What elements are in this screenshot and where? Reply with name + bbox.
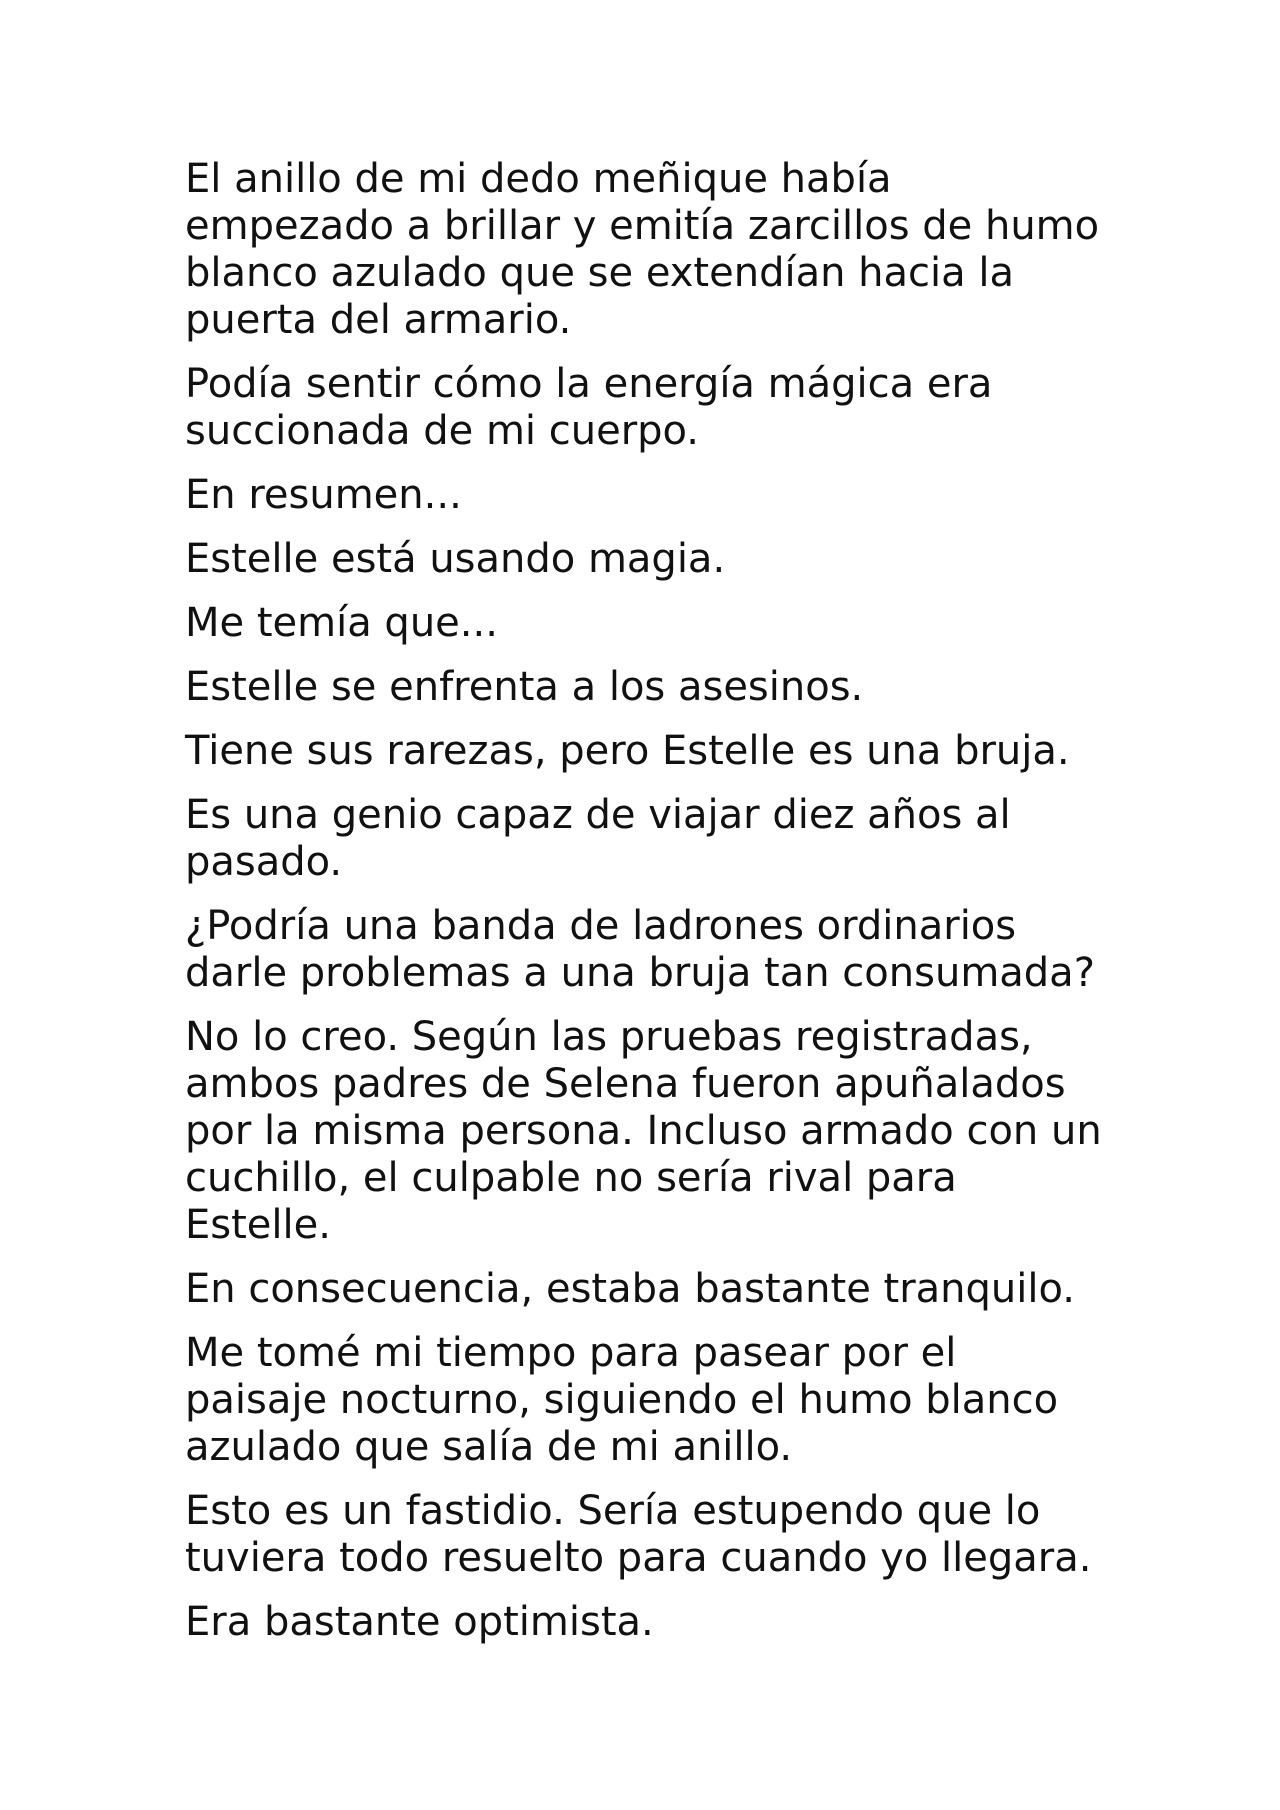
- paragraph: Me tomé mi tiempo para pasear por el paisaje nocturno, siguiendo el humo blanco azulado que salía de mi anillo.: [185, 1330, 1059, 1470]
- paragraph: Esto es un fastidio. Sería estupendo que lo tuviera todo resuelto para cuando yo llegara.: [185, 1488, 1092, 1581]
- text-body: [185, 156, 1105, 1663]
- paragraph: ¿Podría una banda de ladrones ordinarios darle problemas a una bruja tan consumada?: [185, 903, 1095, 996]
- paragraph: No lo creo. Según las pruebas registradas, ambos padres de Selena fueron apuñalados por la misma persona. Incluso armado con un cuchillo, el culpable no sería rival para Estelle.: [185, 1014, 1102, 1248]
- paragraph: Podía sentir cómo la energía mágica era succionada de mi cuerpo.: [185, 361, 993, 454]
- paragraph: El anillo de mi dedo meñique había empezado a brillar y emitía zarcillos de humo blanco azulado que se extendían hacia la puerta del armario.: [185, 156, 1100, 343]
- paragraph: Tiene sus rarezas, pero Estelle es una bruja.: [185, 728, 1070, 774]
- paragraph: Es una genio capaz de viajar diez años al pasado.: [185, 792, 1011, 885]
- paragraph: Era bastante optimista.: [185, 1599, 654, 1645]
- paragraph: Estelle se enfrenta a los asesinos.: [185, 664, 864, 710]
- paragraph: Me temía que...: [185, 600, 498, 646]
- paragraph: En consecuencia, estaba bastante tranquilo.: [185, 1266, 1075, 1312]
- paragraph: En resumen...: [185, 472, 462, 518]
- paragraph: Estelle está usando magia.: [185, 536, 726, 582]
